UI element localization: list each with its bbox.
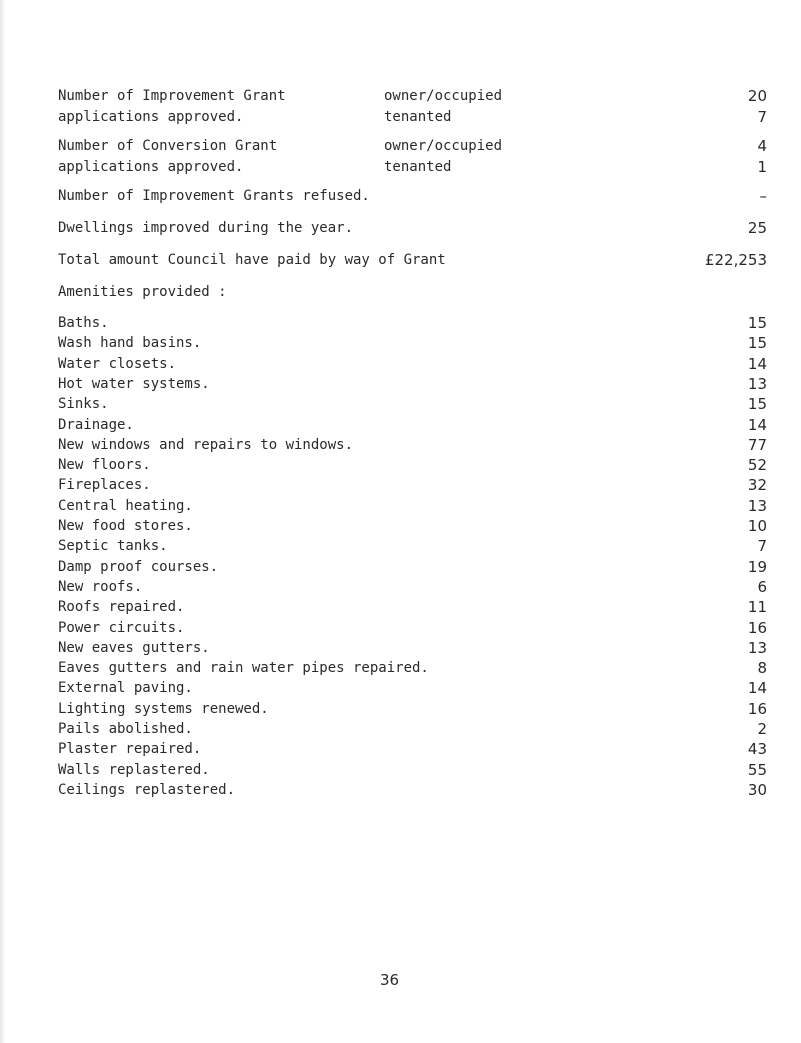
total-grant-row bbox=[0, 250, 801, 270]
conversion-tenant-label: tenanted bbox=[384, 159, 452, 175]
amenity-row bbox=[0, 435, 801, 455]
amenity-row bbox=[0, 354, 801, 374]
amenity-row bbox=[0, 719, 801, 739]
amenity-row bbox=[0, 658, 801, 678]
amenity-value: 43 bbox=[747, 740, 767, 759]
conversion-grant-label-line2: applications approved. bbox=[58, 159, 244, 175]
amenity-value: 55 bbox=[747, 760, 767, 779]
amenity-value: 10 bbox=[747, 517, 767, 535]
amenity-row bbox=[0, 597, 801, 617]
amenity-row bbox=[0, 516, 801, 536]
amenity-row bbox=[0, 557, 801, 577]
amenity-row bbox=[0, 394, 801, 414]
amenity-value: 16 bbox=[747, 618, 767, 637]
amenity-label: Plaster repaired. bbox=[58, 741, 202, 758]
amenity-label: Roofs repaired. bbox=[58, 599, 185, 616]
amenity-value: 16 bbox=[747, 699, 767, 718]
dwellings-improved-label: Dwellings improved during the year. bbox=[58, 220, 354, 236]
amenity-value: 30 bbox=[747, 780, 767, 799]
amenity-label: Pails abolished. bbox=[58, 721, 193, 737]
amenity-row bbox=[0, 475, 801, 495]
amenity-label: Lighting systems renewed. bbox=[58, 700, 269, 717]
amenity-value: 77 bbox=[747, 435, 767, 454]
dwellings-improved-value: 25 bbox=[747, 219, 767, 237]
amenity-row bbox=[0, 760, 801, 780]
page-number: 36 bbox=[380, 971, 400, 989]
improvement-owner-value: 20 bbox=[747, 87, 767, 105]
amenity-label: External paving. bbox=[58, 680, 193, 697]
amenity-value: 13 bbox=[747, 638, 767, 657]
improvement-grant-label-line1: Number of Improvement Grant bbox=[58, 88, 286, 104]
amenity-value: 52 bbox=[747, 456, 767, 475]
amenity-label: Power circuits. bbox=[58, 619, 185, 636]
amenity-label: Sinks. bbox=[58, 396, 109, 413]
amenity-label: Baths. bbox=[58, 315, 109, 331]
grants-refused-row bbox=[0, 186, 801, 206]
amenity-value: 15 bbox=[747, 314, 767, 332]
conversion-owner-label: owner/occupied bbox=[384, 138, 503, 154]
amenity-label: New eaves gutters. bbox=[58, 639, 210, 656]
amenity-row bbox=[0, 678, 801, 698]
amenity-label: Hot water systems. bbox=[58, 375, 210, 392]
amenity-row bbox=[0, 739, 801, 759]
amenity-label: Water closets. bbox=[58, 355, 177, 372]
amenity-row bbox=[0, 313, 801, 333]
amenity-value: 14 bbox=[747, 415, 767, 434]
conversion-grant-row-2 bbox=[0, 157, 801, 177]
amenity-row bbox=[0, 496, 801, 516]
grants-refused-value: – bbox=[759, 187, 767, 205]
amenity-row bbox=[0, 780, 801, 800]
amenity-label: Drainage. bbox=[58, 416, 134, 433]
conversion-tenant-value: 1 bbox=[757, 158, 767, 176]
improvement-grant-row-2 bbox=[0, 107, 801, 127]
grants-refused-label: Number of Improvement Grants refused. bbox=[58, 188, 370, 204]
conversion-grant-label-line1: Number of Conversion Grant bbox=[58, 138, 278, 154]
amenity-row bbox=[0, 374, 801, 394]
amenity-value: 13 bbox=[747, 496, 767, 515]
conversion-grant-row-1 bbox=[0, 136, 801, 156]
amenity-row bbox=[0, 618, 801, 638]
improvement-grant-label-line2: applications approved. bbox=[58, 109, 244, 125]
improvement-tenant-label: tenanted bbox=[384, 109, 452, 125]
improvement-grant-row-1 bbox=[0, 86, 801, 106]
amenities-heading: Amenities provided : bbox=[58, 284, 227, 300]
amenity-value: 32 bbox=[747, 476, 767, 495]
total-grant-label: Total amount Council have paid by way of Grant bbox=[58, 252, 446, 268]
amenity-value: 8 bbox=[757, 659, 767, 678]
dwellings-improved-row bbox=[0, 218, 801, 238]
amenity-value: 6 bbox=[757, 577, 767, 596]
amenity-row bbox=[0, 455, 801, 475]
amenity-label: Central heating. bbox=[58, 497, 193, 514]
amenity-label: Ceilings replastered. bbox=[58, 781, 236, 798]
amenity-label: Septic tanks. bbox=[58, 538, 168, 555]
amenity-row bbox=[0, 699, 801, 719]
amenity-value: 7 bbox=[757, 537, 767, 556]
amenity-value: 14 bbox=[747, 679, 767, 698]
amenity-row bbox=[0, 536, 801, 556]
amenity-value: 14 bbox=[747, 354, 767, 373]
amenity-label: Eaves gutters and rain water pipes repaired. bbox=[58, 660, 429, 677]
amenity-value: 2 bbox=[757, 720, 767, 738]
conversion-owner-value: 4 bbox=[757, 137, 767, 155]
amenity-value: 19 bbox=[747, 557, 767, 576]
amenity-label: New floors. bbox=[58, 457, 151, 474]
amenity-label: New roofs. bbox=[58, 578, 143, 595]
amenity-value: 13 bbox=[747, 374, 767, 393]
amenity-value: 15 bbox=[747, 334, 767, 353]
total-grant-value: £22,253 bbox=[704, 251, 767, 269]
amenity-row bbox=[0, 415, 801, 435]
amenity-label: New food stores. bbox=[58, 518, 193, 534]
amenity-label: Fireplaces. bbox=[58, 477, 151, 494]
amenity-label: Walls replastered. bbox=[58, 761, 210, 778]
amenity-row bbox=[0, 638, 801, 658]
improvement-tenant-value: 7 bbox=[757, 108, 767, 126]
amenity-value: 11 bbox=[747, 598, 767, 617]
amenity-row bbox=[0, 333, 801, 353]
amenity-value: 15 bbox=[747, 395, 767, 414]
improvement-owner-label: owner/occupied bbox=[384, 88, 503, 104]
amenity-label: New windows and repairs to windows. bbox=[58, 436, 354, 453]
amenity-label: Wash hand basins. bbox=[58, 335, 202, 352]
amenities-heading-row bbox=[0, 282, 801, 302]
amenity-label: Damp proof courses. bbox=[58, 558, 219, 575]
amenity-row bbox=[0, 577, 801, 597]
